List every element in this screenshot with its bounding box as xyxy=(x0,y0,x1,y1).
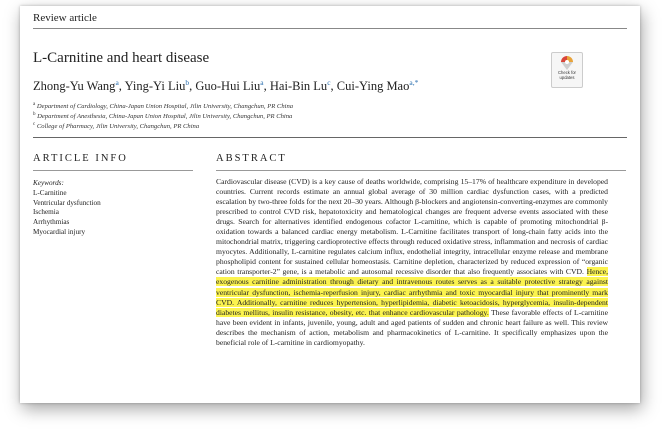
author-name[interactable]: Cui-Ying Mao xyxy=(336,79,410,94)
keyword-item: L-Carnitine xyxy=(33,188,67,197)
author-name[interactable]: Guo-Hui Liu xyxy=(195,79,261,94)
article-title: L-Carnitine and heart disease xyxy=(33,50,210,66)
abstract-heading: ABSTRACT xyxy=(216,153,287,164)
affiliation-text: Department of Anesthesia, China-Japan Union Hospital, Jilin University, Changchun, PR China xyxy=(37,113,293,121)
affiliation-mark: c xyxy=(33,122,36,127)
abstract-text-part: These favorable effects of L-carnitine have been evident in infants, juvenile, young, adult and aged patients of sudden and chronic heart failure as well. This review describes the mechanism of action, metabolism and pharmacokinetics of L-carnitine. It specifically emphasizes upon the beneficial role of L-carnitine in cardiomyopathy. xyxy=(216,307,608,347)
affiliation xyxy=(33,122,199,130)
affiliation xyxy=(33,112,292,120)
article-page xyxy=(20,6,640,403)
keywords-block xyxy=(33,179,101,238)
affiliation-mark: a xyxy=(33,102,36,107)
highlighted-text: Hence, exogenous carnitine administration through dietary and intravenous routes serves as a suitable protective strategy against ventricular dysfunction, ischemia-reperfusion injury, cardiac arrhythmia and toxic myocardial injury that prominently mark CVD. Additionally, carnitine reduces hypertension, hyperlipidemia, diabetic ketoacidosis, hyperglycemia, insulin-dependent diabetes mellitus, insulin resistance, obesity, etc. that enhance cardiovascular pathology. xyxy=(216,267,608,317)
author-affiliation-mark[interactable]: c xyxy=(327,78,331,87)
crossmark-label-1: Check for xyxy=(558,70,576,75)
affiliation-text: College of Pharmacy, Jilin University, Changchun, PR China xyxy=(36,123,200,131)
affiliation-text: Department of Cardiology, China-Japan Union Hospital, Jilin University, Changchun, PR China xyxy=(36,103,294,111)
check-for-updates-button[interactable] xyxy=(551,52,583,88)
author-affiliation-mark[interactable]: b xyxy=(185,78,190,87)
author-name[interactable]: Zhong-Yu Wang xyxy=(33,79,116,94)
author-list: Zhong-Yu Wang$^a$, Ying-Yi Liu$^b$, Guo-Hui Liu$^a$, Hai-Bin Lu$^c$, Cui-Ying Mao$^{a,*}$ xyxy=(33,78,419,94)
keyword-item: Myocardial injury xyxy=(33,227,86,236)
keywords-label: Keywords: xyxy=(33,179,64,187)
abstract-text-part: Cardiovascular disease (CVD) is a key cause of deaths worldwide, comprising 15–17% of healthcare expenditure in developed countries. Current records estimate an annual global average of 30 million cardiac dysfunction cases, with a predicted escalation by two-three folds for the next 20–30 years. Although β-blockers and angiotensin-converting-enzymes are commonly prescribed to control CVD risk, hepatotoxicity and hematological changes are frequent adverse events associated with these drugs. Search for alternatives identified endogenous cofactor L-carnitine, which is capable of promoting mitochondrial β-oxidation towards a balanced cardiac energy metabolism. L-Carnitine facilitates transport of long-chain fatty acids into the mitochondrial matrix, triggering cardioprotective effects through reduced oxidative stress, inflammation and necrosis of cardiac myocytes. Additionally, L-carnitine regulates calcium influx, endothelial integrity, intracellular enzyme release and membrane phospholipid content for sustained cellular homeostasis. Carnitine depletion, characterized by reduced expression of “organic cation transporter-2” gene, is a metabolic and autosomal recessive disorder that also frequently associates with CVD. xyxy=(216,177,608,277)
article-info-heading: ARTICLE INFO xyxy=(33,153,128,164)
divider xyxy=(33,170,193,171)
divider xyxy=(33,28,627,29)
author-name[interactable]: Ying-Yi Liu xyxy=(124,79,186,94)
author-affiliation-mark[interactable]: a,* xyxy=(409,78,419,87)
keyword-item: Arrhythmias xyxy=(33,218,70,227)
author-affiliation-mark[interactable]: a xyxy=(260,78,264,87)
keyword-item: Ventricular dysfunction xyxy=(33,198,101,207)
author-name[interactable]: Hai-Bin Lu xyxy=(269,79,328,94)
article-type: Review article xyxy=(33,12,97,24)
affiliation xyxy=(33,102,293,110)
affiliation-mark: b xyxy=(33,112,36,117)
crossmark-icon xyxy=(560,55,574,71)
divider xyxy=(216,170,626,171)
keyword-item: Ischemia xyxy=(33,208,59,217)
author-affiliation-mark[interactable]: a xyxy=(115,78,119,87)
crossmark-label-2: updates xyxy=(559,74,575,80)
divider xyxy=(33,137,627,138)
abstract-text xyxy=(216,177,608,348)
